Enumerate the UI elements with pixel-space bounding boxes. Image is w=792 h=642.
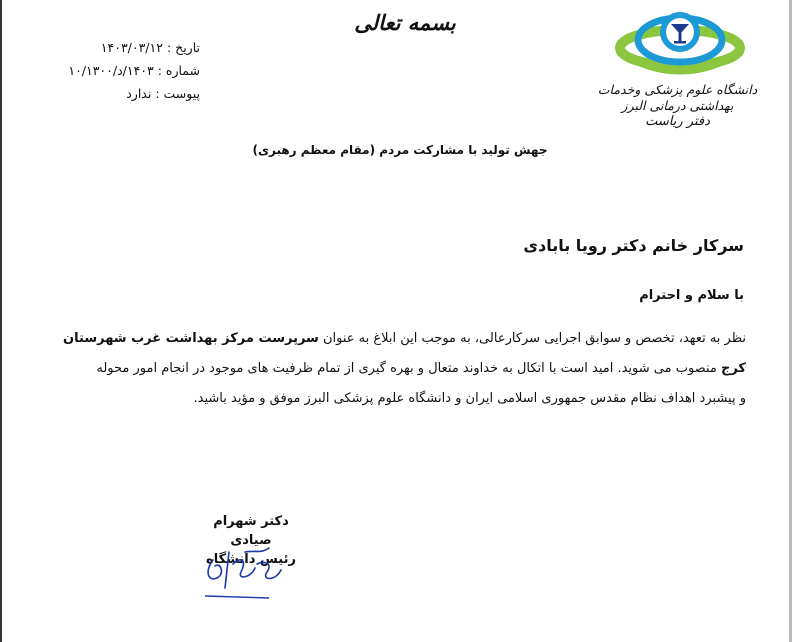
letter-meta <box>40 36 200 105</box>
body-line-2 <box>40 354 746 384</box>
handwritten-signature-icon <box>195 542 295 604</box>
attachment-label: پیوست : <box>155 86 200 101</box>
bismillah-heading: بسمه تعالی <box>354 10 456 35</box>
signer-name: دکتر شهرام صیادی <box>213 514 289 548</box>
logo-caption <box>580 82 775 130</box>
body-line-1-text: نظر به تعهد، تخصص و سوابق اجرایی سرکارعالی، به موجب این ابلاغ به عنوان <box>318 331 746 346</box>
greeting: با سلام و احترام <box>639 288 744 303</box>
org-name: دانشگاه علوم پزشکی وخدمات بهداشتی درمانی البرز <box>597 82 758 113</box>
body-line-2-text: منصوب می شوید. امید است با اتکال به خداوند متعال و بهره گیری از تمام ظرفیت های موجود در انجام امور محوله <box>96 361 721 376</box>
date-label: تاریخ : <box>166 40 200 55</box>
body-line-1-bold: سرپرست مرکز بهداشت غرب شهرستان <box>63 331 319 346</box>
date-value: ۱۴۰۳/۰۳/۱۲ <box>100 40 163 55</box>
number-value: ۱۴۰۳/د/۱۰/۱۳۰۰ <box>68 63 154 78</box>
letter-body <box>40 324 746 414</box>
logo-emblem-icon <box>580 6 780 86</box>
org-office: دفتر ریاست <box>645 114 710 129</box>
attachment-value: ندارد <box>126 86 152 101</box>
attachment-row <box>40 82 200 105</box>
body-line-3: و پیشبرد اهداف نظام مقدس جمهوری اسلامی ایران و دانشگاه علوم پزشکی البرز موفق و مؤید باشید. <box>193 391 746 406</box>
signer-title: رئیس دانشگاه <box>206 552 296 567</box>
motto: جهش تولید با مشارکت مردم (مقام معظم رهبری) <box>252 143 548 157</box>
body-line-1 <box>40 324 746 354</box>
number-label: شماره : <box>157 63 200 78</box>
date-row <box>40 36 200 59</box>
addressee: سرکار خانم دکتر رویا بابادی <box>523 236 744 255</box>
body-line-2-bold: کرج <box>720 361 746 376</box>
number-row <box>40 59 200 82</box>
